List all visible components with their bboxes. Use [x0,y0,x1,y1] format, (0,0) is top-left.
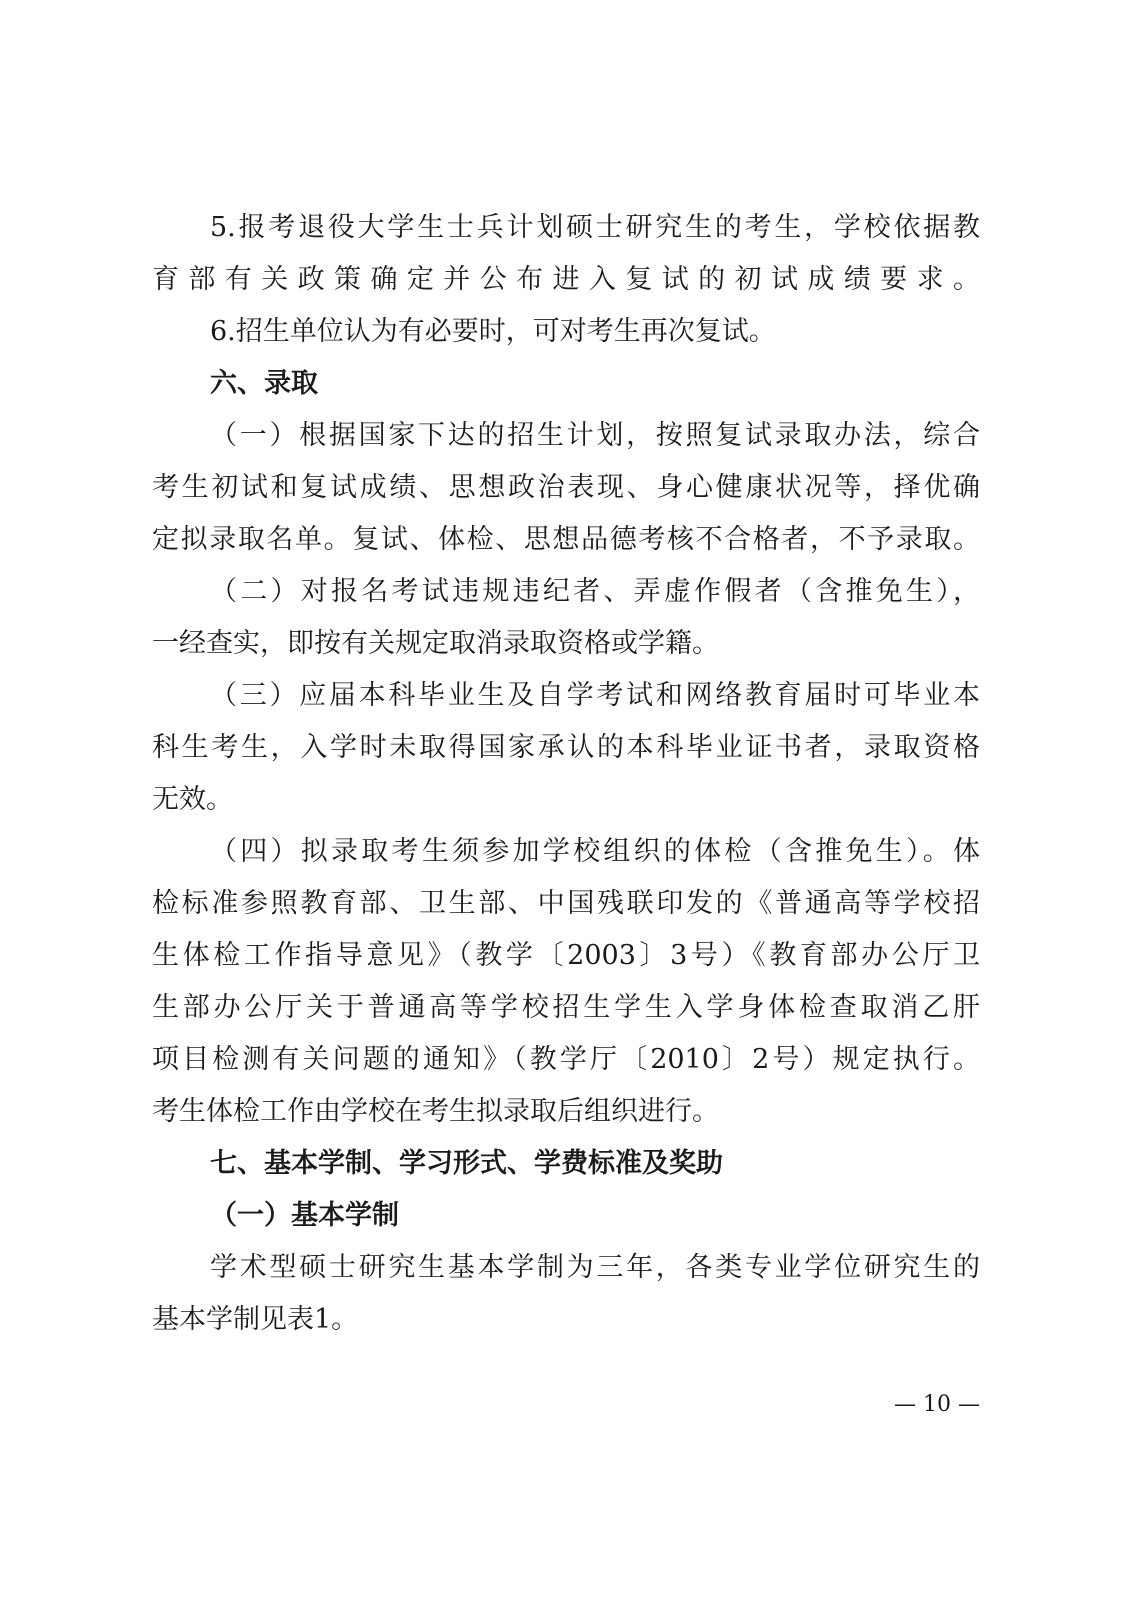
paragraph-line: 无效。 [152,784,233,815]
paragraph-line: 科生考生，入学时未取得国家承认的本科毕业证书者，录取资格 [152,732,980,763]
paragraph-line: （一）根据国家下达的招生计划，按照复试录取办法，综合 [210,420,980,451]
paragraph-line: 检标准参照教育部、卫生部、中国残联印发的《普通高等学校招 [152,888,980,919]
page-number: — 10 — [894,1392,980,1417]
paragraph-line: 定拟录取名单。复试、体检、思想品德考核不合格者，不予录取。 [152,524,980,555]
paragraph-line: 一经查实，即按有关规定取消录取资格或学籍。 [152,628,719,659]
paragraph-line: 考生初试和复试成绩、思想政治表现、身心健康状况等，择优确 [152,472,980,503]
paragraph-line: 6.招生单位认为有必要时，可对考生再次复试。 [210,316,776,347]
paragraph-line: 育部有关政策确定并公布进入复试的初试成绩要求。 [152,264,980,295]
paragraph-line: （四）拟录取考生须参加学校组织的体检（含推免生）。体 [210,836,980,867]
subsection-heading: （一）基本学制 [210,1200,399,1231]
paragraph-line: 项目检测有关问题的通知》（教学厅〔2010〕2号）规定执行。 [152,1044,980,1075]
paragraph-line: 学术型硕士研究生基本学制为三年，各类专业学位研究生的 [210,1252,980,1283]
paragraph-line: 生体检工作指导意见》（教学〔2003〕3号）《教育部办公厅卫 [152,940,980,971]
paragraph-line: （三）应届本科毕业生及自学考试和网络教育届时可毕业本 [210,680,980,711]
section-heading: 七、基本学制、学习形式、学费标准及奖助 [210,1148,723,1179]
section-heading: 六、录取 [210,368,318,399]
paragraph-line: 生部办公厅关于普通高等学校招生学生入学身体检查取消乙肝 [152,992,980,1023]
paragraph-line: （二）对报名考试违规违纪者、弄虚作假者（含推免生）， [210,576,980,607]
paragraph-line: 基本学制见表1。 [152,1304,359,1335]
paragraph-line: 考生体检工作由学校在考生拟录取后组织进行。 [152,1096,719,1127]
paragraph-line: 5.报考退役大学生士兵计划硕士研究生的考生，学校依据教 [210,212,980,243]
